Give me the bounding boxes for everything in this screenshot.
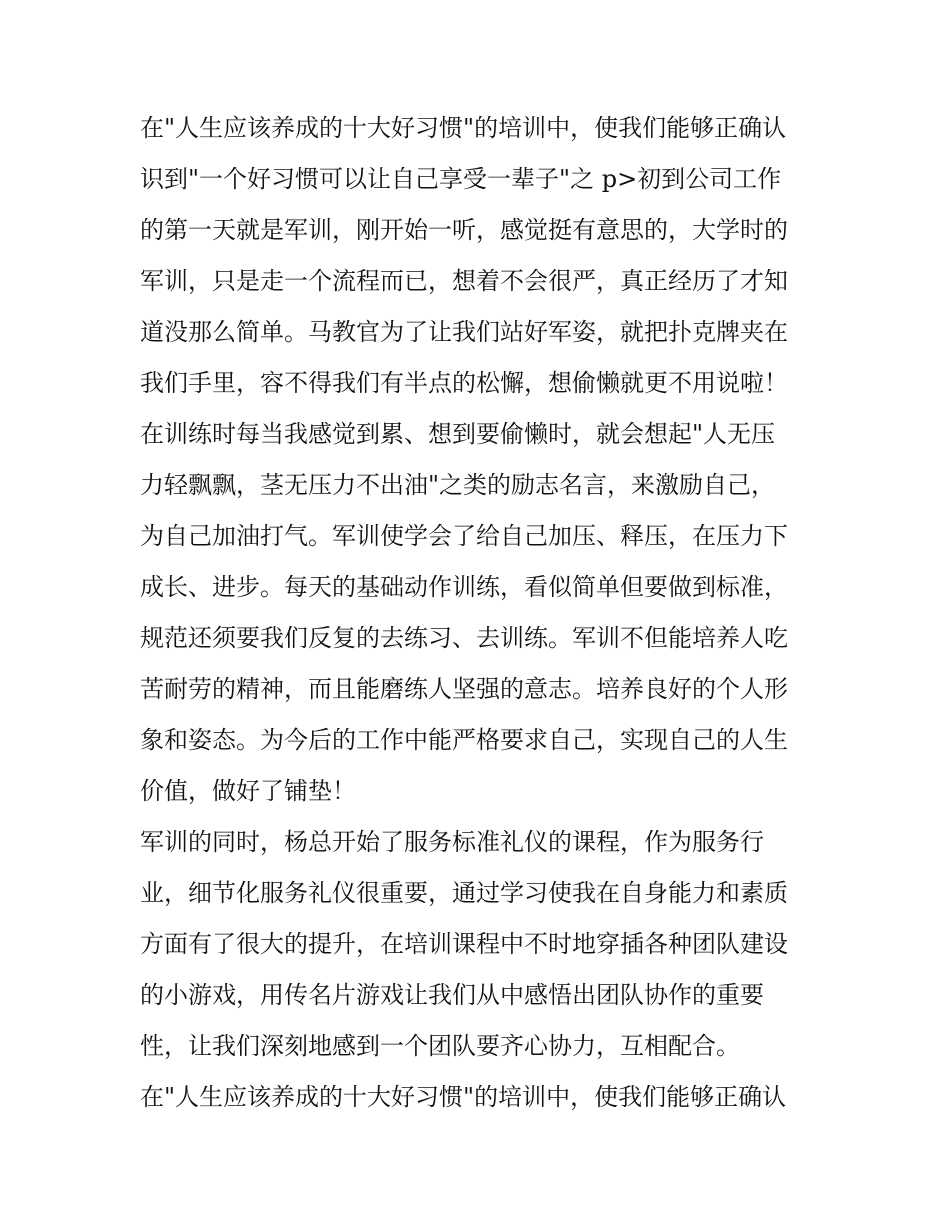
text-line: 在"人生应该养成的十大好习惯"的培训中，使我们能够正确认 — [140, 114, 787, 142]
text-line: 苦耐劳的精神，而且能磨练人坚强的意志。培养良好的个人形 — [140, 675, 788, 703]
document-body — [140, 103, 830, 1123]
text-line: 方面有了很大的提升，在培训课程中不时地穿插各种团队建设 — [140, 930, 788, 958]
text-line: 军训，只是走一个流程而已，想着不会很严，真正经历了才知 — [140, 267, 788, 295]
text-line: 在训练时每当我感觉到累、想到要偷懒时，就会想起"人无压 — [140, 420, 776, 448]
text-line: 的小游戏，用传名片游戏让我们从中感悟出团队协作的重要 — [140, 981, 764, 1009]
text-line: 力轻飘飘，茎无压力不出油"之类的励志名言，来激励自己， — [140, 471, 776, 499]
text-line: 价值，做好了铺垫！ — [140, 777, 356, 805]
text-line: 成长、进步。每天的基础动作训练，看似简单但要做到标准， — [140, 573, 788, 601]
text-line: 识到"一个好习惯可以让自己享受一辈子"之 p>初到公司工作 — [140, 165, 782, 193]
text-line: 道没那么简单。马教官为了让我们站好军姿，就把扑克牌夹在 — [140, 318, 788, 346]
text-line: 我们手里，容不得我们有半点的松懈，想偷懒就更不用说啦！ — [140, 369, 788, 397]
text-line: 业，细节化服务礼仪很重要，通过学习使我在自身能力和素质 — [140, 879, 788, 907]
text-line: 军训的同时，杨总开始了服务标准礼仪的课程，作为服务行 — [140, 828, 764, 856]
text-line: 规范还须要我们反复的去练习、去训练。军训不但能培养人吃 — [140, 624, 788, 652]
text-line: 在"人生应该养成的十大好习惯"的培训中，使我们能够正确认 — [140, 1083, 787, 1111]
text-line: 象和姿态。为今后的工作中能严格要求自己，实现自己的人生 — [140, 726, 788, 754]
text-line: 的第一天就是军训，刚开始一听，感觉挺有意思的，大学时的 — [140, 216, 788, 244]
text-line: 为自己加油打气。军训使学会了给自己加压、释压，在压力下 — [140, 522, 788, 550]
text-line: 性，让我们深刻地感到一个团队要齐心协力，互相配合。 — [140, 1032, 740, 1060]
